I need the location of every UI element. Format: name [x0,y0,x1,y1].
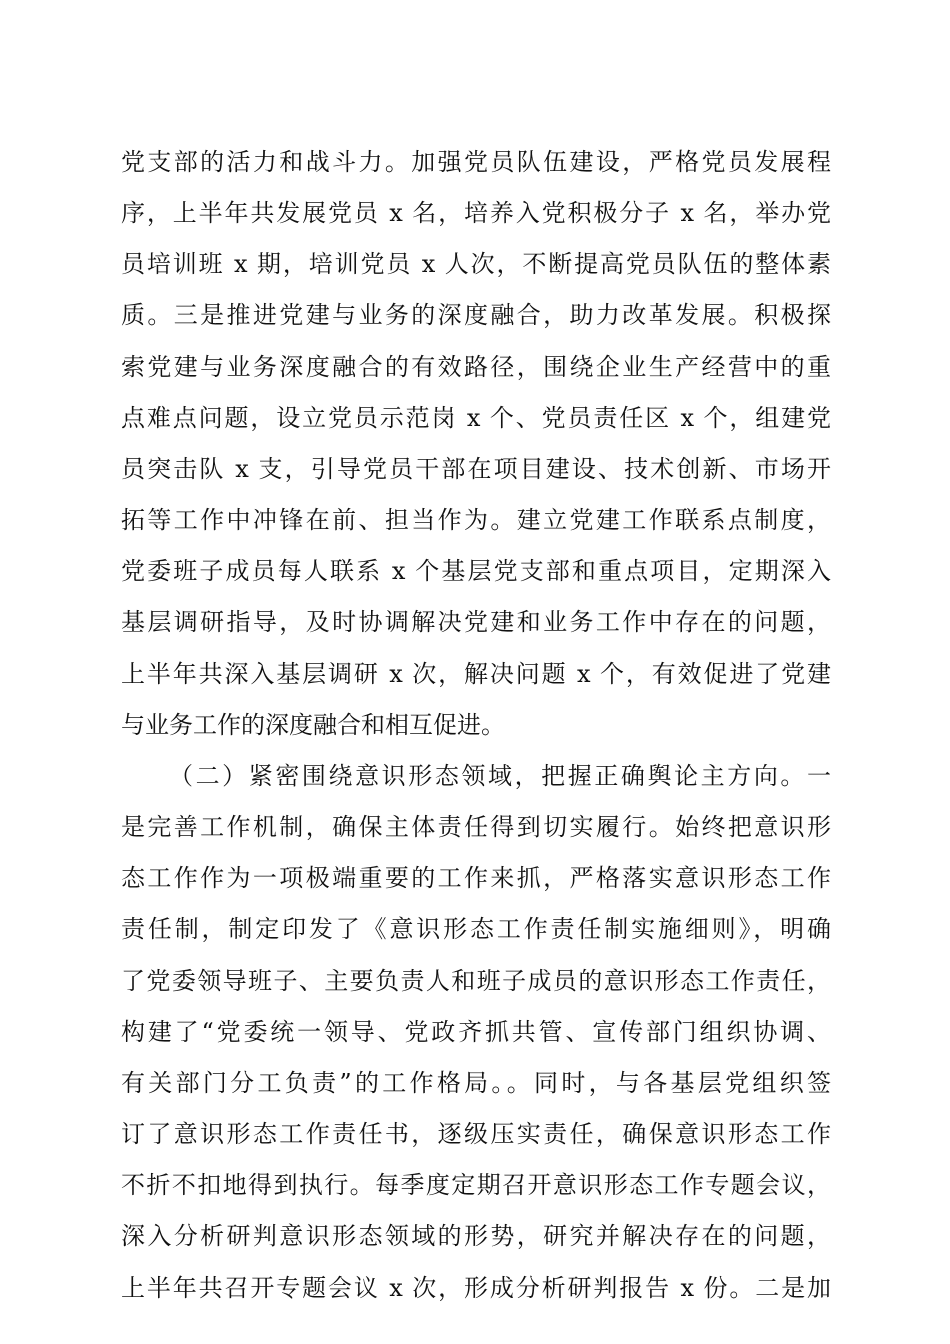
text-line: 索党建与业务深度融合的有效路径，围绕企业生产经营中的重 [121,353,831,381]
text-line: 不折不扣地得到执行。每季度定期召开意识形态工作专题会议， [121,1171,831,1199]
text-line: 是完善工作机制，确保主体责任得到切实履行。始终把意识形 [121,813,831,841]
text-line: 订了意识形态工作责任书，逐级压实责任，确保意识形态工作 [121,1120,831,1148]
text-line: 上半年共召开专题会议 x 次，形成分析研判报告 x 份。二是加 [121,1274,831,1302]
text-line: 责任制，制定印发了《意识形态工作责任制实施细则》，明确 [121,915,831,943]
text-line: 党委班子成员每人联系 x 个基层党支部和重点项目，定期深入 [121,557,831,585]
text-line: 拓等工作中冲锋在前、担当作为。建立党建工作联系点制度， [121,506,831,534]
text-line: 点难点问题，设立党员示范岗 x 个、党员责任区 x 个，组建党 [121,404,831,432]
text-line: 序，上半年共发展党员 x 名，培养入党积极分子 x 名，举办党 [121,199,831,227]
text-line: 质。三是推进党建与业务的深度融合，助力改革发展。积极探 [121,301,831,329]
text-line: 有关部门分工负责”的工作格局。。同时，与各基层党组织签 [121,1069,831,1097]
text-line: 态工作作为一项极端重要的工作来抓，严格落实意识形态工作 [121,864,831,892]
text-line: 员培训班 x 期，培训党员 x 人次，不断提高党员队伍的整体素 [121,250,831,278]
text-line: 党支部的活力和战斗力。加强党员队伍建设，严格党员发展程 [121,148,831,176]
section-heading-line: （二）紧密围绕意识形态领域，把握正确舆论主方向。一 [169,762,831,790]
text-line: 上半年共深入基层调研 x 次，解决问题 x 个，有效促进了党建 [121,660,831,688]
text-line: 了党委领导班子、主要负责人和班子成员的意识形态工作责任， [121,967,831,995]
text-line: 员突击队 x 支，引导党员干部在项目建设、技术创新、市场开 [121,455,831,483]
text-line: 深入分析研判意识形态领域的形势，研究并解决存在的问题， [121,1222,831,1250]
text-line: 构建了“党委统一领导、党政齐抓共管、宣传部门组织协调、 [121,1018,831,1046]
text-line: 与业务工作的深度融合和相互促进。 [121,711,505,739]
text-line: 基层调研指导，及时协调解决党建和业务工作中存在的问题， [121,608,831,636]
